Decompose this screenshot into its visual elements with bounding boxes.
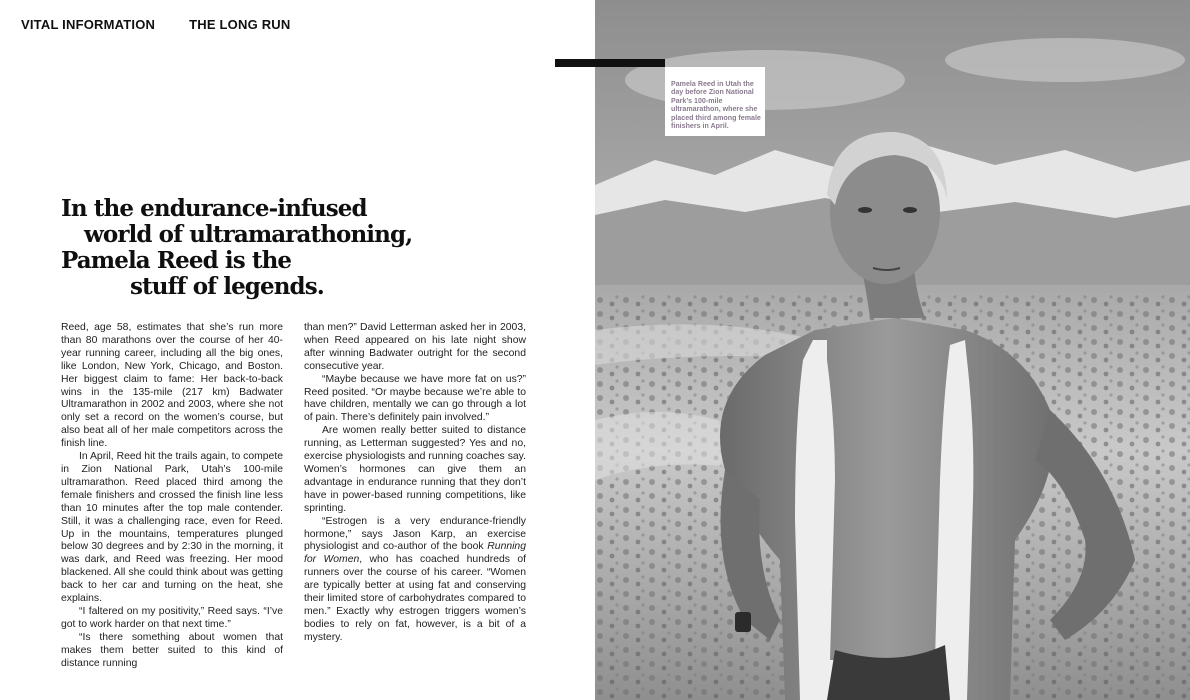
paragraph [304, 516, 526, 645]
paragraph: “Maybe because we have more fat on us?” Reed posited. “Or maybe because we’re able to have children, mentally we can go through a lot of pain. There’s definitely pain involved.” [304, 373, 526, 424]
headline-line: stuff of legends. [130, 273, 324, 300]
paragraph: Are women really better suited to distance running, as Letterman suggested? Yes and no, exercise physiologists and running coaches say. Women’s hormones can give them an advantage in endurance running that they don’t have in power-based running competitions, like sprinting. [304, 425, 526, 514]
headline-line: world of ultramarathoning, [84, 221, 413, 248]
book-title: Running for Women [304, 541, 526, 566]
paragraph: “Is there something about women that makes them better suited to this kind of distance running [61, 631, 283, 669]
paragraph: In April, Reed hit the trails again, to compete in Zion National Park, Utah’s 100-mile ultramarathon. Reed placed third among the female finishers and crossed the finish line less than 10 minutes after the top male contender. Still, it was a challenging race, even for Reed. Up in the mountains, temperatures plunged below 30 degrees and by 2:30 in the morning, it was dark, and Reed was freezing. Her mood blackened. All she could think about was getting back to her car and turning on the heat, she explains. [61, 451, 283, 605]
paragraph: Reed, age 58, estimates that she’s run more than 80 marathons over the course of her 40-year running career, including all the big ones, like London, New York, Chicago, and Boston. Her biggest claim to fame: Her back-to-back wins in the 135-mile (217 km) Badwater Ultramarathon in 2002 and 2003, where she not only set a record on the women’s course, but also beat all of her male competitors across the finish line. [61, 322, 283, 450]
body-column-2 [304, 322, 526, 645]
subsection-label: THE LONG RUN [189, 17, 291, 32]
headline-line: In the endurance-infused [61, 195, 367, 222]
paragraph-text: , who has coached hundreds of runners over the course of his career. “Women are typically better at using fat and conserving their limited store of carbohydrates compared to men.” Exactly why estrogen triggers women’s bodies to rely on fat, however, is a bit of a mystery. [304, 554, 526, 643]
paragraph-text: “Estrogen is a very endurance-friendly hormone,” says Jason Karp, an exercise physiologist and co-author of the book [304, 515, 526, 553]
section-header [21, 17, 290, 32]
accent-rule [555, 59, 665, 67]
photo-caption: Pamela Reed in Utah the day before Zion National Park’s 100-mile ultramarathon, where she placed third among female finishers in April. [671, 80, 761, 131]
headline-line: Pamela Reed is the [61, 247, 292, 274]
paragraph: “I faltered on my positivity,” Reed says. “I’ve got to work harder on that next time.” [61, 605, 283, 630]
section-label: VITAL INFORMATION [21, 17, 156, 32]
headline [61, 195, 413, 300]
body-column-1 [61, 322, 283, 670]
paragraph: than men?” David Letterman asked her in 2003, when Reed appeared on his late night show after winning Badwater outright for the second consecutive year. [304, 322, 526, 372]
